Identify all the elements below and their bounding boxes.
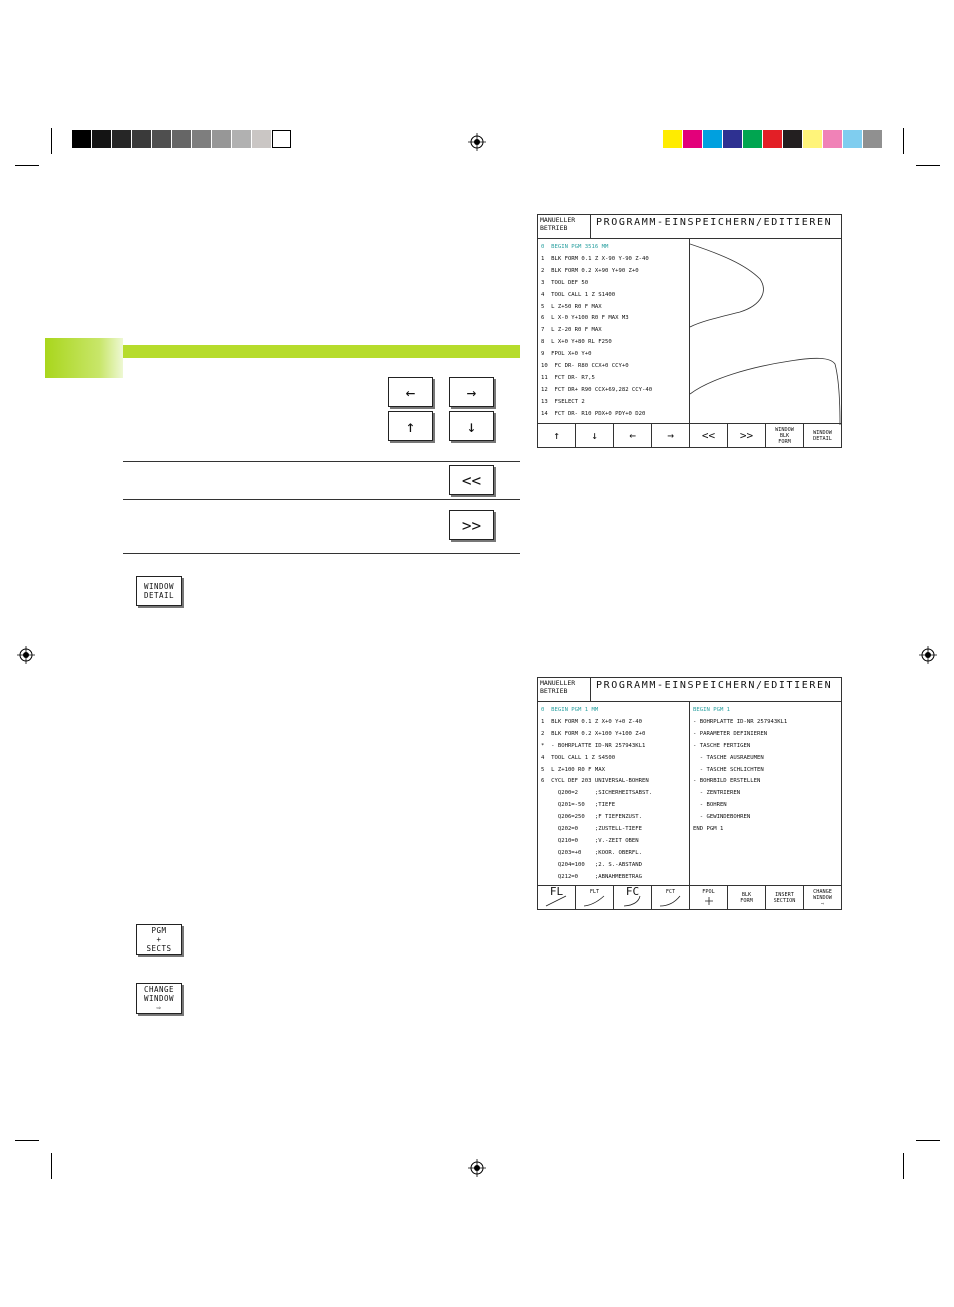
key-label-line: PGM (151, 926, 167, 935)
page-forward-key[interactable] (449, 510, 494, 540)
color-swatch (863, 130, 882, 148)
color-swatch (823, 130, 842, 148)
program-line: Q206=250 ;F TIEFENZUST. (541, 814, 643, 821)
section-line: - ZENTRIEREN (693, 790, 741, 797)
gray-swatch (152, 130, 171, 148)
gray-swatch (132, 130, 151, 148)
registration-mark-icon (919, 646, 937, 664)
program-line: 1 BLK FORM 0.1 Z X+0 Y+0 Z-40 (541, 718, 643, 725)
registration-mark-icon (17, 646, 35, 664)
softkey[interactable] (576, 424, 614, 447)
softkey-label: BLK (741, 891, 752, 898)
contour-graphic (690, 239, 841, 425)
softkey[interactable] (728, 886, 766, 909)
divider (123, 499, 520, 500)
contour-softkey-icon (542, 895, 572, 907)
softkey-label: FLT (589, 888, 600, 895)
gray-swatch (112, 130, 131, 148)
pgm-sects-key[interactable] (136, 924, 182, 955)
change-window-key[interactable] (136, 983, 182, 1014)
page-back-label: << (461, 470, 482, 490)
softkey-label: ↓ (591, 428, 598, 442)
gray-swatch (252, 130, 271, 148)
mode-line: MANUELLER (540, 216, 576, 224)
program-listing (538, 239, 690, 425)
program-line: Q203=+0 ;KOOR. OBERFL. (541, 849, 643, 856)
arrow-right-icon: → (466, 382, 477, 402)
softkey-label: << (701, 428, 716, 442)
softkey-label: INSERT (775, 891, 794, 898)
program-line: 5 L Z+100 R0 F MAX (541, 766, 605, 773)
section-line: - TASCHE AUSRAEUMEN (693, 754, 764, 761)
gray-swatch (172, 130, 191, 148)
softkey[interactable] (538, 886, 576, 909)
color-swatch (723, 130, 742, 148)
section-line: - BOHRPLATTE ID-NR 257943KL1 (693, 718, 788, 725)
softkey-label: FPOL (702, 888, 715, 895)
softkey-label: FORM (740, 897, 753, 904)
softkey-row (538, 885, 841, 909)
contour-softkey-icon (694, 895, 724, 907)
color-swatch (743, 130, 762, 148)
color-swatch (703, 130, 722, 148)
softkey[interactable] (652, 886, 690, 909)
section-line: - GEWINDEBOHREN (693, 814, 751, 821)
gray-swatch (272, 130, 291, 148)
softkey-label: ↑ (553, 428, 560, 442)
operating-mode (538, 215, 591, 239)
page-forward-label: >> (461, 515, 482, 535)
softkey[interactable] (614, 886, 652, 909)
softkey[interactable] (690, 886, 728, 909)
color-swatch (763, 130, 782, 148)
softkey-label: SECTION (773, 897, 796, 904)
softkey-label: FCT (665, 888, 676, 895)
softkey[interactable] (766, 424, 804, 447)
key-label-line: ⇨ (156, 1003, 162, 1012)
program-line: 11 FCT DR- R7,5 (541, 374, 595, 381)
key-label-line: WINDOW (143, 994, 175, 1003)
program-line: 14 FCT DR- R10 PDX+0 PDY+0 D20 (541, 410, 646, 417)
section-line: END PGM 1 (693, 826, 724, 832)
color-swatch (803, 130, 822, 148)
chapter-tab (45, 338, 123, 378)
divider (123, 461, 520, 462)
softkey[interactable] (766, 886, 804, 909)
color-swatch (663, 130, 682, 148)
program-line: 0 BEGIN PGM 3516 MM (541, 244, 609, 250)
gray-swatch (232, 130, 251, 148)
registration-mark-icon (468, 133, 486, 151)
softkey[interactable] (538, 424, 576, 447)
program-line: 10 FC DR- R80 CCX+0 CCY+0 (541, 363, 629, 369)
section-line: - TASCHE FERTIGEN (693, 742, 751, 749)
program-line: Q201=-50 ;TIEFE (541, 802, 616, 809)
page-back-key[interactable] (449, 465, 494, 495)
tnc-screen-sections (537, 677, 842, 910)
program-line: 7 L Z-20 R0 F MAX (541, 327, 602, 334)
program-line: 1 BLK FORM 0.1 Z X-90 Y-90 Z-40 (541, 255, 649, 262)
color-swatch (783, 130, 802, 148)
mode-line: BETRIEB (540, 686, 568, 695)
window-detail-key[interactable] (136, 576, 182, 606)
softkey[interactable] (690, 424, 728, 447)
key-label-line: SECTS (146, 944, 172, 953)
softkey[interactable] (614, 424, 652, 447)
section-outline (690, 702, 841, 887)
gray-swatch (212, 130, 231, 148)
section-line: - TASCHE SCHLICHTEN (693, 766, 764, 773)
contour-graphic-canvas (690, 239, 842, 425)
softkey[interactable] (804, 424, 841, 447)
arrow-up-key[interactable] (388, 411, 433, 441)
softkey-label: WINDOW (813, 894, 832, 901)
program-line: 6 L X-0 Y+100 R0 F MAX M3 (541, 315, 629, 322)
program-line: 4 TOOL CALL 1 Z S1400 (541, 291, 616, 298)
color-swatch (843, 130, 862, 148)
arrow-left-icon: ← (405, 382, 416, 402)
program-line: 5 L Z+50 R0 F MAX (541, 303, 602, 310)
softkey-label: FORM (778, 438, 791, 445)
softkey-label: BLK (779, 432, 790, 439)
program-line: Q202=0 ;ZUSTELL-TIEFE (541, 826, 643, 832)
softkey-row (538, 423, 841, 447)
program-line: 4 TOOL CALL 1 Z S4500 (541, 754, 616, 761)
program-line: * - BOHRPLATTE ID-NR 257943KL1 (541, 742, 646, 749)
softkey-label: → (667, 428, 674, 442)
arrow-right-key[interactable] (449, 377, 494, 407)
contour-softkey-icon (580, 895, 610, 907)
arrow-left-key[interactable] (388, 377, 433, 407)
contour-softkey-icon (618, 895, 648, 907)
arrow-up-icon: ↑ (405, 416, 416, 436)
program-line: 0 BEGIN PGM 1 MM (541, 707, 599, 713)
section-line: - PARAMETER DEFINIEREN (693, 730, 768, 737)
arrow-down-key[interactable] (449, 411, 494, 441)
key-label-line: WINDOW (143, 582, 175, 591)
registration-mark-icon (468, 1159, 486, 1177)
section-line: BEGIN PGM 1 (693, 707, 731, 713)
program-line: 9 FPOL X+0 Y+0 (541, 351, 592, 358)
softkey-label: FL (549, 884, 564, 898)
softkey[interactable] (576, 886, 614, 909)
softkey-label: WINDOW (775, 426, 794, 433)
key-label-line: CHANGE (143, 985, 175, 994)
gray-swatch (72, 130, 91, 148)
program-line: 2 BLK FORM 0.2 X+100 Y+100 Z+0 (541, 730, 646, 737)
table-header-bar (123, 345, 520, 358)
divider (123, 553, 520, 554)
tnc-screen-graphics (537, 214, 842, 448)
color-swatch (683, 130, 702, 148)
program-line: 6 CYCL DEF 203 UNIVERSAL-BOHREN (541, 778, 649, 785)
softkey[interactable] (804, 886, 841, 909)
mode-line: BETRIEB (540, 223, 568, 232)
softkey-label: ⇨ (820, 900, 825, 907)
program-line: Q210=0 ;V.-ZEIT OBEN (541, 837, 639, 844)
softkey-label: DETAIL (813, 435, 832, 442)
program-line: Q204=100 ;2. S.-ABSTAND (541, 861, 643, 868)
contour-softkey-icon (656, 895, 686, 907)
softkey-label: FC (625, 884, 640, 898)
softkey[interactable] (652, 424, 690, 447)
softkey-label: >> (739, 428, 754, 442)
gray-swatch (192, 130, 211, 148)
key-label-line: DETAIL (143, 591, 175, 600)
program-listing (538, 702, 690, 887)
screen-title: PROGRAMM-EINSPEICHERN/EDITIEREN (591, 215, 841, 239)
softkey[interactable] (728, 424, 766, 447)
softkey-label: CHANGE (813, 888, 832, 895)
program-line: 12 FCT DR+ R90 CCX+69,282 CCY-40 (541, 386, 653, 393)
program-line: 8 L X+0 Y+80 RL F250 (541, 339, 612, 346)
program-line: 2 BLK FORM 0.2 X+90 Y+90 Z+0 (541, 267, 639, 274)
screen-title: PROGRAMM-EINSPEICHERN/EDITIEREN (591, 678, 841, 702)
arrow-down-icon: ↓ (466, 416, 477, 436)
program-line: Q212=0 ;ABNAHMEBETRAG (541, 873, 643, 880)
program-line: Q200=2 ;SICHERHEITSABST. (541, 790, 653, 797)
mode-line: MANUELLER (540, 679, 576, 687)
key-label-line: + (156, 935, 162, 944)
section-line: - BOHRBILD ERSTELLEN (693, 778, 761, 785)
softkey-label: ← (629, 428, 636, 442)
program-line: 13 FSELECT 2 (541, 398, 585, 405)
program-line: 3 TOOL DEF 50 (541, 279, 589, 286)
softkey-label: WINDOW (813, 429, 832, 436)
gray-swatch (92, 130, 111, 148)
section-line: - BOHREN (693, 802, 727, 809)
operating-mode (538, 678, 591, 702)
